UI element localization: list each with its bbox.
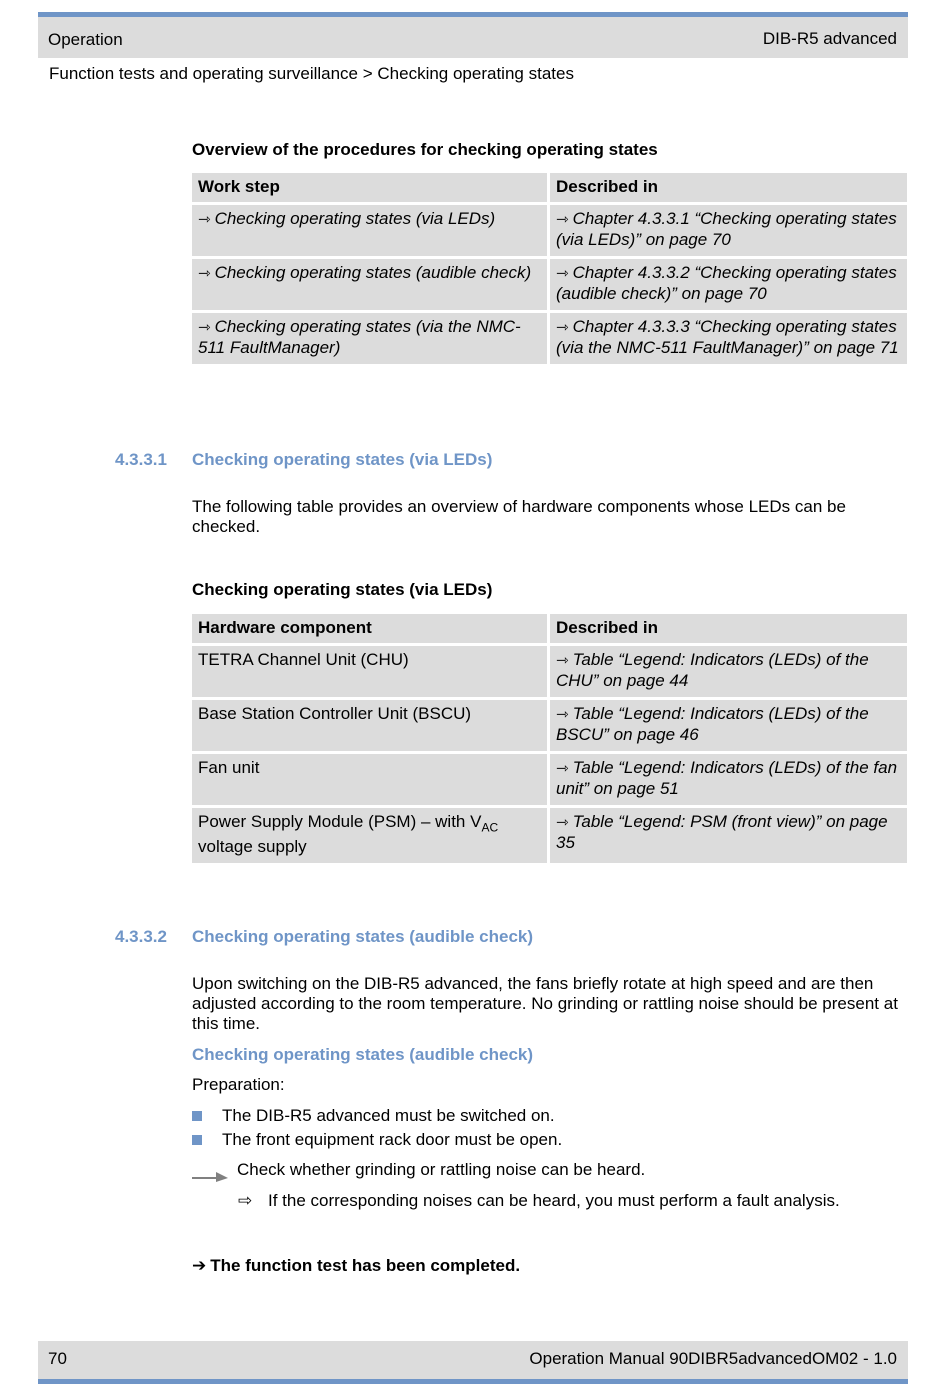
work-step-cell[interactable]: ⇾ Checking operating states (via the NMC-511 FaultManager) [192,313,547,364]
table-header-row [192,173,907,202]
bullet-square-icon [192,1111,202,1121]
table-row [192,700,907,751]
list-item: The DIB-R5 advanced must be switched on. [192,1106,555,1126]
section-title: Checking operating states (via LEDs) [192,450,493,469]
header-product: DIB-R5 advanced [762,29,897,48]
table-link[interactable]: ⇾ Table “Legend: Indicators (LEDs) of the fan unit” on page 51 [550,754,907,805]
link-arrow-icon: ⇾ [556,319,569,336]
chapter-link[interactable]: ⇾ Chapter 4.3.3.1 “Checking operating states (via LEDs)” on page 70 [550,205,907,256]
link-arrow-icon: ⇾ [556,706,569,723]
table-link[interactable]: ⇾ Table “Legend: Indicators (LEDs) of the BSCU” on page 46 [550,700,907,751]
link-arrow-icon: ⇾ [556,760,569,777]
result-arrow-icon: ⇨ [238,1191,253,1210]
table-row [192,754,907,805]
document-id: Operation Manual 90DIBR5advancedOM02 - 1.0 [529,1349,897,1368]
section-number: 4.3.3.1 [115,450,167,469]
step-arrow-icon [192,1168,230,1182]
link-arrow-icon: ⇾ [556,265,569,282]
procedure-heading: Checking operating states (audible check) [192,1045,534,1064]
work-step-cell[interactable]: ⇾ Checking operating states (audible check) [192,259,547,310]
hardware-component-cell: Fan unit [192,754,547,805]
led-table-caption: Checking operating states (via LEDs) [192,580,493,599]
page-number: 70 [48,1349,67,1368]
table-row [192,205,907,256]
led-table [189,611,910,866]
list-item: The front equipment rack door must be open. [192,1130,562,1150]
section-intro: Upon switching on the DIB-R5 advanced, the fans briefly rotate at high speed and are then adjusted according to the room temperature. No grinding or rattling noise should be present at this time. [192,974,898,1033]
link-arrow-icon: ⇾ [198,319,211,336]
column-header: Described in [550,173,907,202]
column-header: Work step [192,173,547,202]
overview-table [189,170,910,367]
table-link[interactable]: ⇾ Table “Legend: Indicators (LEDs) of the CHU” on page 44 [550,646,907,697]
bullet-square-icon [192,1135,202,1145]
table-row [192,808,907,863]
link-arrow-icon: ⇾ [556,814,569,831]
link-arrow-icon: ⇾ [198,211,211,228]
preparation-label: Preparation: [192,1075,285,1094]
table-row [192,313,907,364]
table-link[interactable]: ⇾ Table “Legend: PSM (front view)” on page 35 [550,808,907,863]
hardware-component-cell: TETRA Channel Unit (CHU) [192,646,547,697]
hardware-component-cell: Base Station Controller Unit (BSCU) [192,700,547,751]
page-header [38,12,908,58]
table-header-row [192,614,907,643]
chapter-link[interactable]: ⇾ Chapter 4.3.3.2 “Checking operating states (audible check)” on page 70 [550,259,907,310]
link-arrow-icon: ⇾ [198,265,211,282]
completion-arrow-icon: ➔ [192,1256,207,1275]
section-title: Checking operating states (audible check) [192,927,534,946]
completion-note: ➔ The function test has been completed. [192,1256,521,1275]
page-footer [38,1341,908,1384]
link-arrow-icon: ⇾ [556,211,569,228]
section-intro: The following table provides an overview of hardware components whose LEDs can be checked. [192,497,846,536]
work-step-cell[interactable]: ⇾ Checking operating states (via LEDs) [192,205,547,256]
chapter-link[interactable]: ⇾ Chapter 4.3.3.3 “Checking operating states (via the NMC-511 FaultManager)” on page 71 [550,313,907,364]
column-header: Described in [550,614,907,643]
breadcrumb: Function tests and operating surveillance > Checking operating states [49,64,574,83]
step-result: ⇨ If the corresponding noises can be heard, you must perform a fault analysis. [238,1191,840,1210]
column-header: Hardware component [192,614,547,643]
link-arrow-icon: ⇾ [556,652,569,669]
hardware-component-cell: Power Supply Module (PSM) – with $V_{AC}$ voltage supply [192,808,547,863]
table-row [192,259,907,310]
table-row [192,646,907,697]
section-number: 4.3.3.2 [115,927,167,946]
overview-table-caption: Overview of the procedures for checking operating states [192,140,658,159]
header-chapter: Operation [48,30,123,49]
instruction-step: Check whether grinding or rattling noise can be heard. [237,1160,646,1179]
